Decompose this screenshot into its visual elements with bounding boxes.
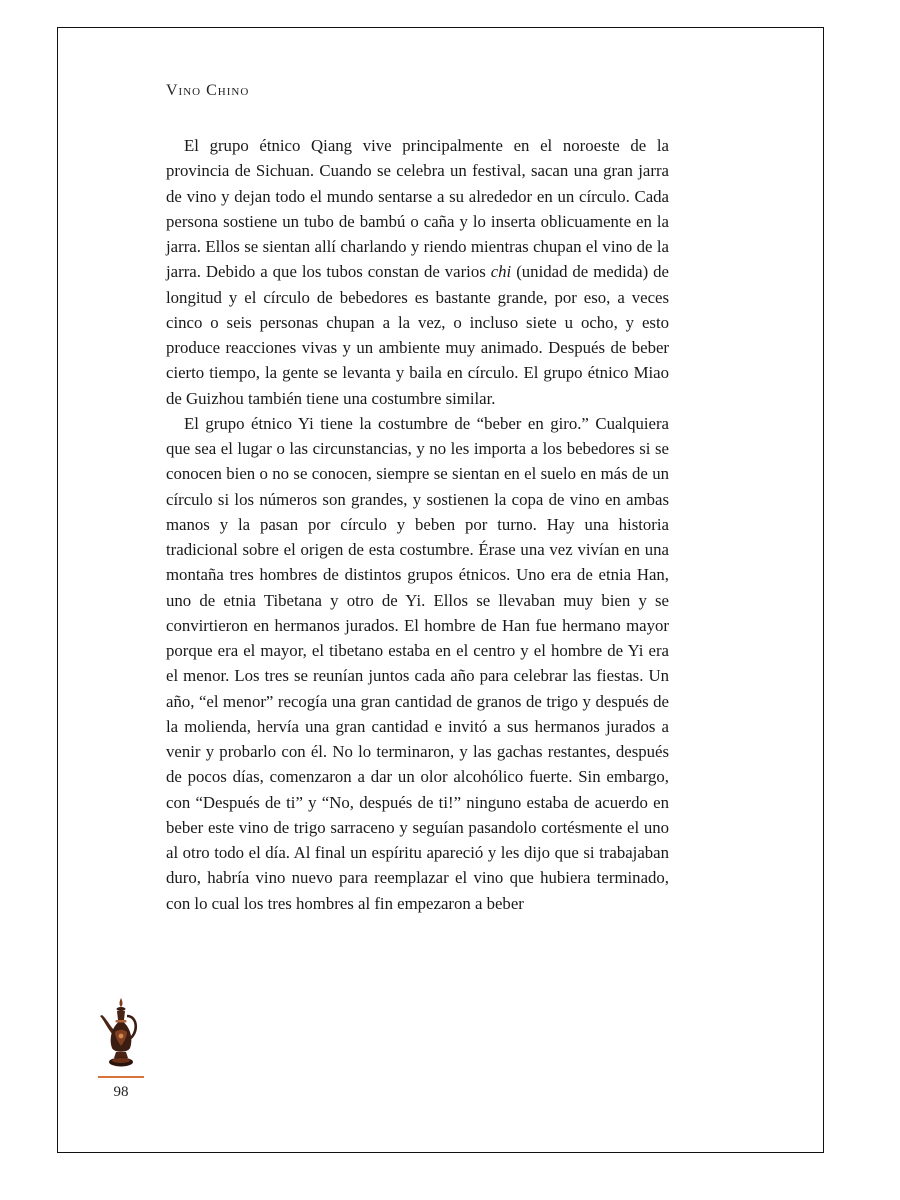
paragraph-1-italic-term: chi [490, 262, 512, 282]
folio-rule [98, 1076, 144, 1078]
paragraph-1 [166, 133, 669, 411]
wine-ewer-icon [98, 996, 144, 1070]
running-head: Vino Chino [166, 82, 250, 99]
paragraph-2: El grupo étnico Yi tiene la costumbre de “beber en giro.” Cualquiera que sea el lugar o las circunstancias, y no les importa a los bebedores si se conocen bien o no se conocen, siempre se sientan en el suelo en más de un círculo si los números son grandes, y sostienen la copa de vino en ambas manos y la pasan por círculo y beben por turno. Hay una historia tradicional sobre el origen de esta costumbre. Érase una vez vivían en una montaña tres hombres de distintos grupos étnicos. Uno era de etnia Han, uno de etnia Tibetana y otro de Yi. Ellos se llevaban muy bien y se convirtieron en hermanos jurados. El hombre de Han fue hermano mayor porque era el mayor, el tibetano estaba en el centro y el hombre de Yi era el menor. Los tres se reunían juntos cada año para celebrar las fiestas. Un año, “el menor” recogía una gran cantidad de granos de trigo y después de la molienda, hervía una gran cantidad e invitó a sus hermanos jurados a venir y probarlo con él. No lo terminaron, y las gachas restantes, después de pocos días, comenzaron a dar un olor alcohólico fuerte. Sin embargo, con “Después de ti” y “No, después de ti!” ninguno estaba de acuerdo en beber este vino de trigo sarraceno y seguían pasandolo cortésmente el uno al otro todo el día. Al final un espíritu apareció y les dijo que si trabajaban duro, habría vino nuevo para reemplazar el vino que hubiera terminado, con lo cual los tres hombres al fin empezaron a beber [166, 413, 669, 913]
paragraph-1-text-a: El grupo étnico Qiang vive principalmente en el noroeste de la provincia de Sichuan. Cuando se celebra un festival, sacan una gran jarra de vino y dejan todo el mundo sentarse a su alrededor en un círculo. Cada persona sostiene un tubo de bambú o caña y lo inserta oblicuamente en la jarra. Ellos se sientan allí charlando y riendo mientras chupan el vino de la jarra. Debido a que los tubos constan de varios [166, 136, 669, 282]
body-text [166, 133, 669, 916]
paragraph-1-text-b: (unidad de medida) de longitud y el círculo de bebedores es bastante grande, por eso, a veces cinco o seis personas chupan a la vez, o incluso siete u ocho, y esto produce reacciones vivas y un ambiente muy animado. Después de beber cierto tiempo, la gente se levanta y baila en círculo. El grupo étnico Miao de Guizhou también tiene una costumbre similar. [166, 262, 669, 408]
page-number: 98 [113, 1084, 129, 1100]
